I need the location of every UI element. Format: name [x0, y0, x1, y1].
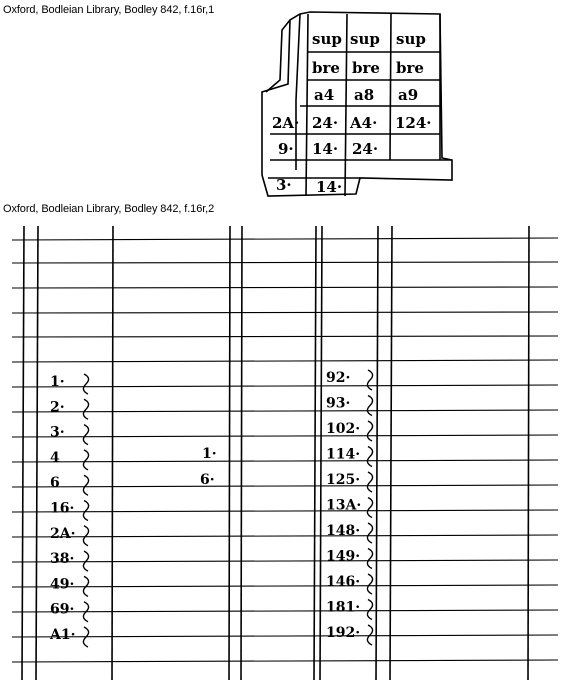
right-column-entry: 181· — [326, 599, 361, 616]
fig2-vrule — [314, 226, 316, 680]
fig1-cell: 2A· — [272, 114, 300, 132]
flourish-mark — [83, 399, 88, 419]
fig2-hrule — [12, 510, 558, 512]
right-column-entry: 114· — [326, 446, 361, 463]
flourish-mark — [367, 523, 372, 543]
figure-1-grid-lines — [262, 12, 452, 196]
figure-1-outline — [262, 12, 452, 196]
fig2-hrule — [12, 360, 558, 362]
fig2-hrule — [12, 238, 558, 240]
flourish-mark — [367, 600, 372, 620]
fig2-hrule — [12, 485, 558, 487]
fig1-cell: 24· — [352, 140, 379, 158]
fig2-vrule — [229, 226, 230, 680]
fig1-cell: a4 — [314, 86, 335, 104]
fig2-hrule — [12, 287, 558, 288]
flourish-mark — [83, 374, 88, 394]
flourish-mark — [83, 576, 88, 596]
fig1-cell: a8 — [354, 86, 375, 104]
figure-2-left-entries — [49, 374, 89, 647]
flourish-mark — [367, 447, 372, 467]
flourish-mark — [83, 450, 88, 470]
flourish-mark — [367, 574, 372, 594]
flourish-mark — [367, 498, 372, 518]
left-column-entry: 3· — [50, 424, 65, 441]
fig1-cell: sup — [396, 30, 426, 48]
fig2-vrule — [241, 226, 242, 680]
fig2-hrule — [12, 435, 558, 437]
figure-2-grid — [12, 238, 558, 662]
left-column-entry: 38· — [50, 551, 75, 568]
right-column-entry: 192· — [326, 625, 361, 641]
fig2-hrule — [12, 660, 558, 662]
fig2-vrule — [36, 226, 38, 680]
flourish-mark — [83, 602, 88, 622]
left-column-entry: 6 — [50, 475, 60, 492]
fig1-cell: bre — [352, 59, 380, 77]
right-column-entry: 146· — [326, 574, 361, 590]
fig1-cell: sup — [312, 30, 342, 48]
fig2-vrule — [22, 226, 24, 680]
figure-2-caption: Oxford, Bodleian Library, Bodley 842, f.16r,2 — [3, 203, 215, 215]
fig2-vrule — [112, 226, 113, 680]
fig2-hrule — [12, 585, 558, 587]
middle-column-entry: 1· — [202, 446, 217, 462]
right-column-entry: 148· — [326, 523, 361, 539]
right-column-entry: 102· — [326, 421, 361, 437]
fig1-cell: bre — [312, 59, 340, 77]
fig2-hrule — [12, 610, 558, 612]
right-column-entry: 92· — [326, 370, 351, 386]
flourish-mark — [83, 551, 88, 571]
figure-1-vline-3 — [390, 14, 391, 160]
fig2-vrule — [376, 226, 378, 680]
left-column-entry: 49· — [50, 576, 75, 593]
flourish-mark — [83, 475, 88, 495]
fig2-hrule — [12, 635, 558, 637]
figure-1-vline-1 — [306, 14, 308, 196]
figure-2-right-entries — [326, 370, 373, 645]
flourish-mark — [367, 396, 372, 416]
fig2-vrule — [390, 226, 392, 680]
fig2-vrule — [528, 226, 529, 680]
fig1-cell: 3· — [276, 176, 292, 194]
fig1-cell: 24· — [312, 114, 339, 132]
figure-1-inner-left-edge — [296, 14, 300, 170]
flourish-mark — [83, 526, 88, 546]
flourish-mark — [83, 425, 88, 445]
fig1-cell: A4· — [350, 114, 378, 132]
fig2-hrule — [12, 460, 558, 462]
flourish-mark — [83, 627, 88, 647]
right-column-entry: 93· — [326, 395, 351, 412]
left-column-entry: 2· — [50, 399, 65, 416]
fig2-hrule — [12, 312, 558, 313]
fig2-vrule — [320, 226, 322, 680]
middle-column-entry: 6· — [200, 472, 215, 488]
flourish-mark — [83, 501, 88, 521]
flourish-mark — [367, 625, 372, 645]
figure-1-caption: Oxford, Bodleian Library, Bodley 842, f.16r,1 — [3, 4, 215, 16]
right-column-entry: 13A· — [326, 497, 362, 514]
left-column-entry: 1· — [50, 374, 65, 390]
flourish-mark — [367, 549, 372, 569]
right-column-entry: 125· — [326, 472, 361, 488]
fig1-cell: a9 — [398, 86, 419, 104]
figure-1-vline-2 — [345, 14, 347, 196]
fig2-hrule — [12, 336, 558, 337]
fig1-cell: 14· — [312, 140, 339, 158]
figure-1-left-edge — [266, 20, 290, 92]
fig1-cell: 9· — [278, 140, 294, 158]
left-column-entry: 2A· — [50, 525, 76, 542]
flourish-mark — [367, 421, 372, 441]
fig2-hrule — [12, 410, 558, 412]
fig1-cell: bre — [396, 59, 424, 77]
figure-2-column-rules — [22, 226, 529, 680]
flourish-mark — [367, 370, 372, 390]
fig1-cell: 124· — [395, 114, 432, 132]
fig1-cell: 14· — [316, 178, 343, 196]
figure-2-middle-entries — [200, 446, 217, 488]
fig2-hrule — [12, 385, 558, 387]
fig1-cell: sup — [350, 30, 380, 48]
flourish-mark — [367, 472, 372, 492]
left-column-entry: 4 — [50, 449, 60, 466]
left-column-entry: A1· — [50, 627, 76, 643]
fig2-hrule — [12, 535, 558, 537]
left-column-entry: 16· — [50, 500, 75, 517]
left-column-entry: 69· — [50, 601, 75, 618]
fig2-hrule — [12, 560, 558, 562]
fig2-hrule — [12, 262, 558, 263]
right-column-entry: 149· — [326, 548, 361, 565]
